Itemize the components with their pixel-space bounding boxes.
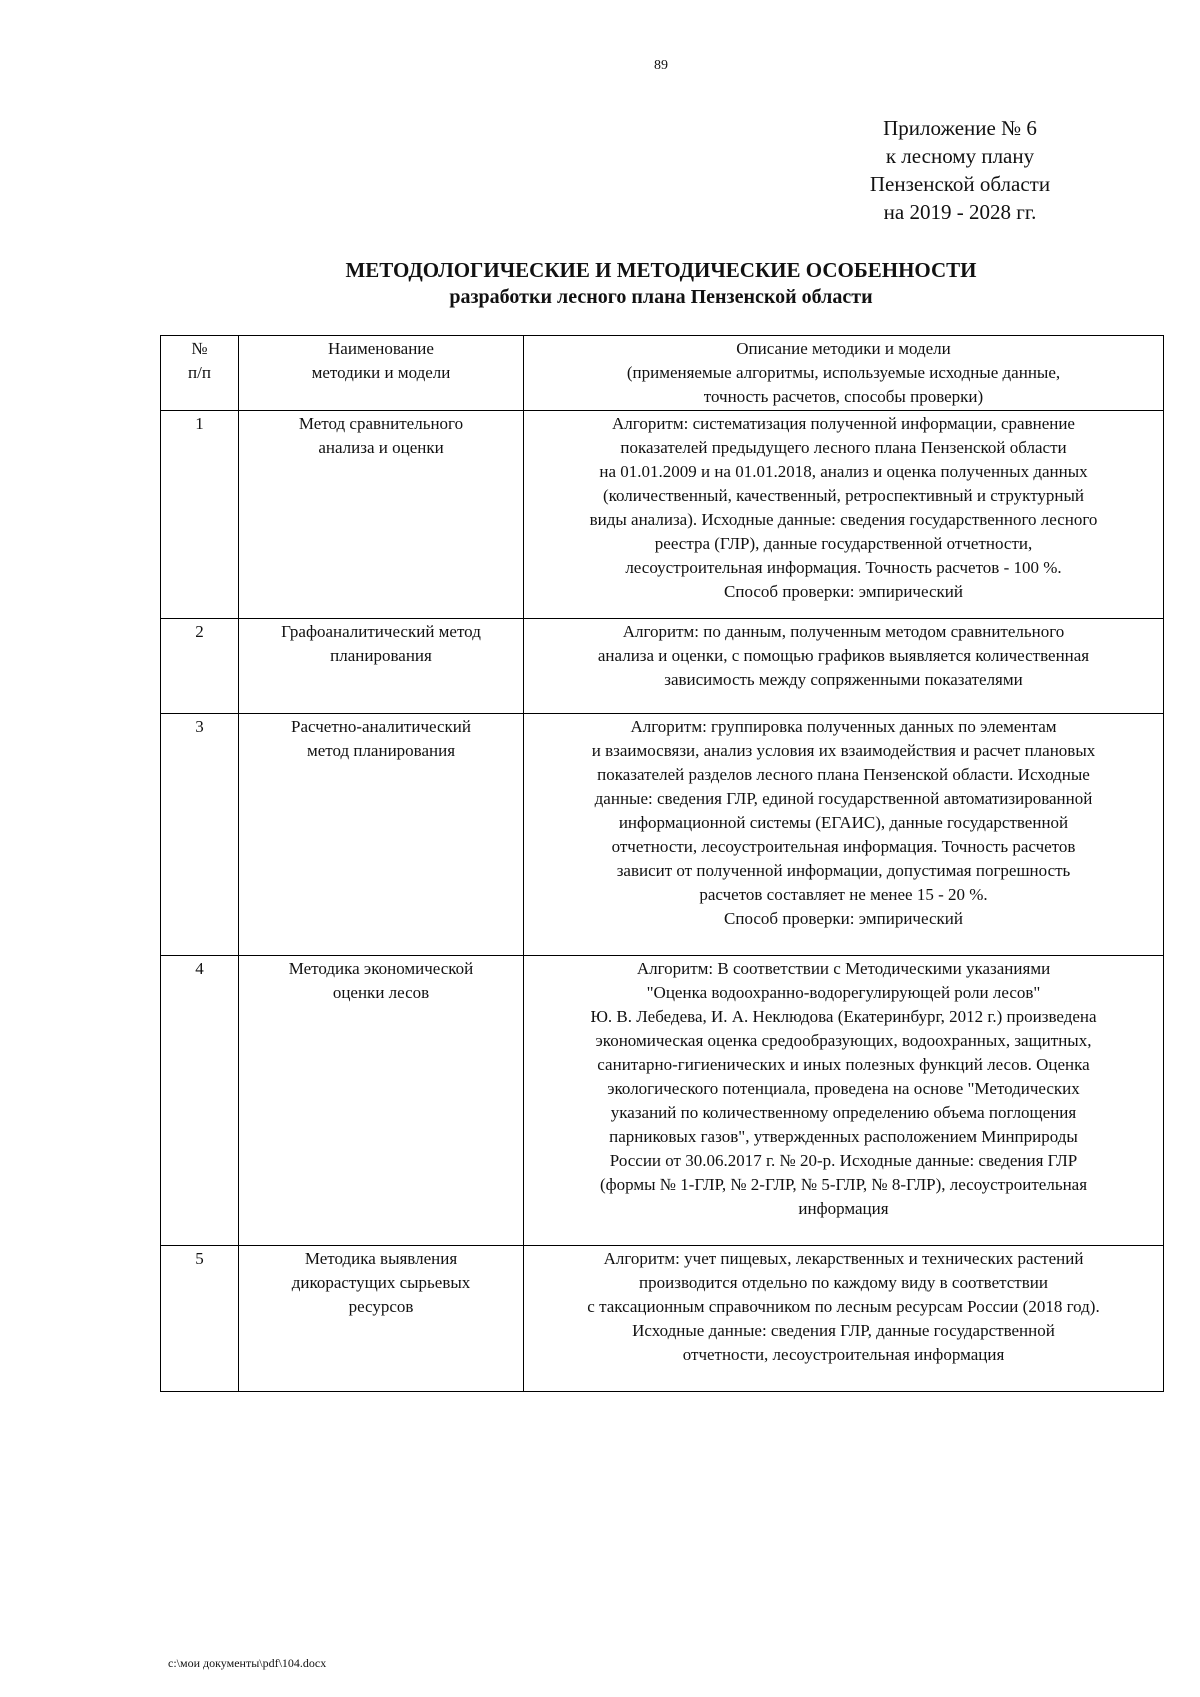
row-method-name: Методика выявления дикорастущих сырьевых ресурсов (239, 1246, 524, 1392)
table-row (161, 956, 1164, 1246)
row-description: Алгоритм: учет пищевых, лекарственных и технических растений производится отдельно по каждому виду в соответствии с таксационным справочником по лесным ресурсам России (2018 год). Исходные данные: сведения ГЛР, данные государственной отчетности, лесоустроительная информация (524, 1246, 1164, 1392)
header-description: Описание методики и модели (применяемые алгоритмы, используемые исходные данные, точность расчетов, способы проверки) (524, 336, 1164, 411)
appendix-line: Приложение № 6 (883, 116, 1037, 140)
table-row (161, 714, 1164, 956)
appendix-line: к лесному плану (885, 144, 1035, 168)
footer-file-path: c:\мои документы\pdf\104.docx (168, 1656, 327, 1670)
row-method-name: Расчетно-аналитический метод планирования (239, 714, 524, 956)
row-number: 1 (161, 411, 239, 619)
title-line-1: МЕТОДОЛОГИЧЕСКИЕ И МЕТОДИЧЕСКИЕ ОСОБЕННОСТИ (345, 258, 977, 282)
document-title (0, 256, 1200, 310)
table-row (161, 411, 1164, 619)
title-line-2: разработки лесного плана Пензенской области (449, 286, 873, 308)
row-description: Алгоритм: В соответствии с Методическими указаниями "Оценка водоохранно-водорегулирующей роли лесов" Ю. В. Лебедева, И. А. Неклюдова (Екатеринбург, 2012 г.) произведена экономическая оценка средообразующих, водоохранных, защитных, санитарно-гигиенических и иных полезных функций лесов. Оценка экологического потенциала, проведена на основе "Методических указаний по количественному определению объема поглощения парниковых газов", утвержденных расположением Минприроды России от 30.06.2017 г. № 20-р. Исходные данные: сведения ГЛР (формы № 1-ГЛР, № 2-ГЛР, № 5-ГЛР, № 8-ГЛР), лесоустроительная информация (524, 956, 1164, 1246)
row-number: 2 (161, 619, 239, 714)
row-number: 3 (161, 714, 239, 956)
row-method-name: Графоаналитический метод планирования (239, 619, 524, 714)
row-method-name: Методика экономической оценки лесов (239, 956, 524, 1246)
methods-table (160, 335, 1164, 1392)
header-number: № п/п (161, 336, 239, 411)
table-header-row (161, 336, 1164, 411)
row-method-name: Метод сравнительного анализа и оценки (239, 411, 524, 619)
row-description: Алгоритм: систематизация полученной информации, сравнение показателей предыдущего лесного плана Пензенской области на 01.01.2009 и на 01.01.2018, анализ и оценка полученных данных (количественный, качественный, ретроспективный и структурный виды анализа). Исходные данные: сведения государственного лесного реестра (ГЛР), данные государственной отчетности, лесоустроительная информация. Точность расчетов - 100 %. Способ проверки: эмпирический (524, 411, 1164, 619)
table-row (161, 619, 1164, 714)
table-row (161, 1246, 1164, 1392)
row-description: Алгоритм: по данным, полученным методом сравнительного анализа и оценки, с помощью графиков выявляется количественная зависимость между сопряженными показателями (524, 619, 1164, 714)
appendix-line: на 2019 - 2028 гг. (883, 200, 1037, 224)
row-number: 5 (161, 1246, 239, 1392)
row-description: Алгоритм: группировка полученных данных по элементам и взаимосвязи, анализ условия их взаимодействия и расчет плановых показателей разделов лесного плана Пензенской области. Исходные данные: сведения ГЛР, единой государственной автоматизированной информационной системы (ЕГАИС), данные государственной отчетности, лесоустроительная информация. Точность расчетов зависит от полученной информации, допустимая погрешность расчетов составляет не менее 15 - 20 %. Способ проверки: эмпирический (524, 714, 1164, 956)
header-name: Наименование методики и модели (239, 336, 524, 411)
row-number: 4 (161, 956, 239, 1246)
appendix-header (820, 114, 1100, 226)
appendix-line: Пензенской области (869, 172, 1051, 196)
page-number: 89 (654, 58, 668, 73)
